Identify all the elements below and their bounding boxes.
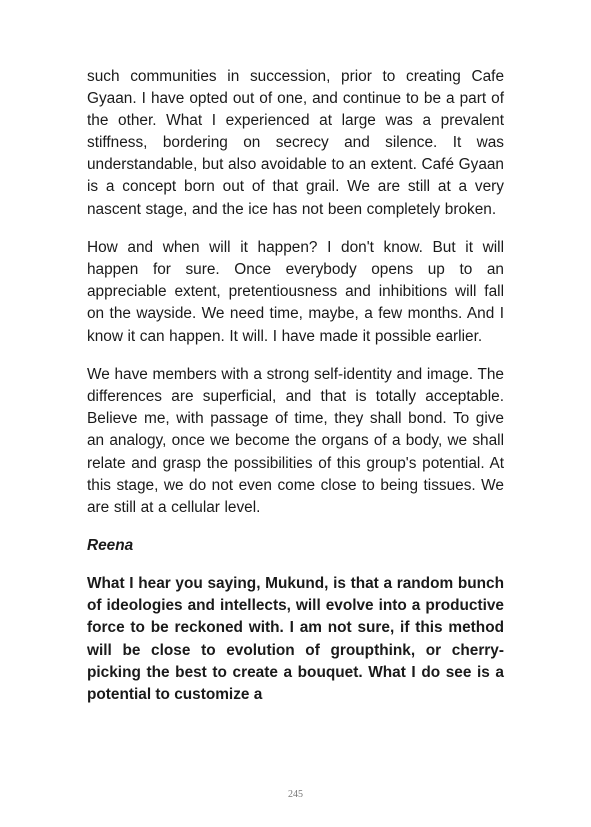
speaker-paragraph: What I hear you saying, Mukund, is that a random bunch of ideologies and intellects, will evolve into a productive force to be reckoned with. I am not sure, if this method will be close to evolution of groupthink, or cherry-picking the best to create a bouquet. What I do see is a potential to customize a: [87, 575, 504, 703]
paragraph-1: such communities in succession, prior to creating Cafe Gyaan. I have opted out of one, and continue to be a part of the other. What I experienced at large was a prevalent stiffness, bordering on secrecy and silence. It was understandable, but also avoidable to an extent. Café Gyaan is a concept born out of that grail. We are still at a very nascent stage, and the ice has not been completely broken.: [87, 68, 504, 218]
paragraph-2: How and when will it happen? I don't know. But it will happen for sure. Once everybody opens up to an appreciable extent, pretentiousness and inhibitions will fall on the wayside. We need time, maybe, a few months. And I know it can happen. It will. I have made it possible earlier.: [87, 239, 504, 345]
page-content: [87, 66, 504, 706]
page-number: 245: [288, 789, 303, 800]
paragraph-3: We have members with a strong self-identity and image. The differences are superficial, and that is totally acceptable. Believe me, with passage of time, they shall bond. To give an analogy, once we become the organs of a body, we shall relate and grasp the possibilities of this group's potential. At this stage, we do not even come close to being tissues. We are still at a cellular level.: [87, 366, 504, 516]
speaker-name: Reena: [87, 537, 134, 555]
